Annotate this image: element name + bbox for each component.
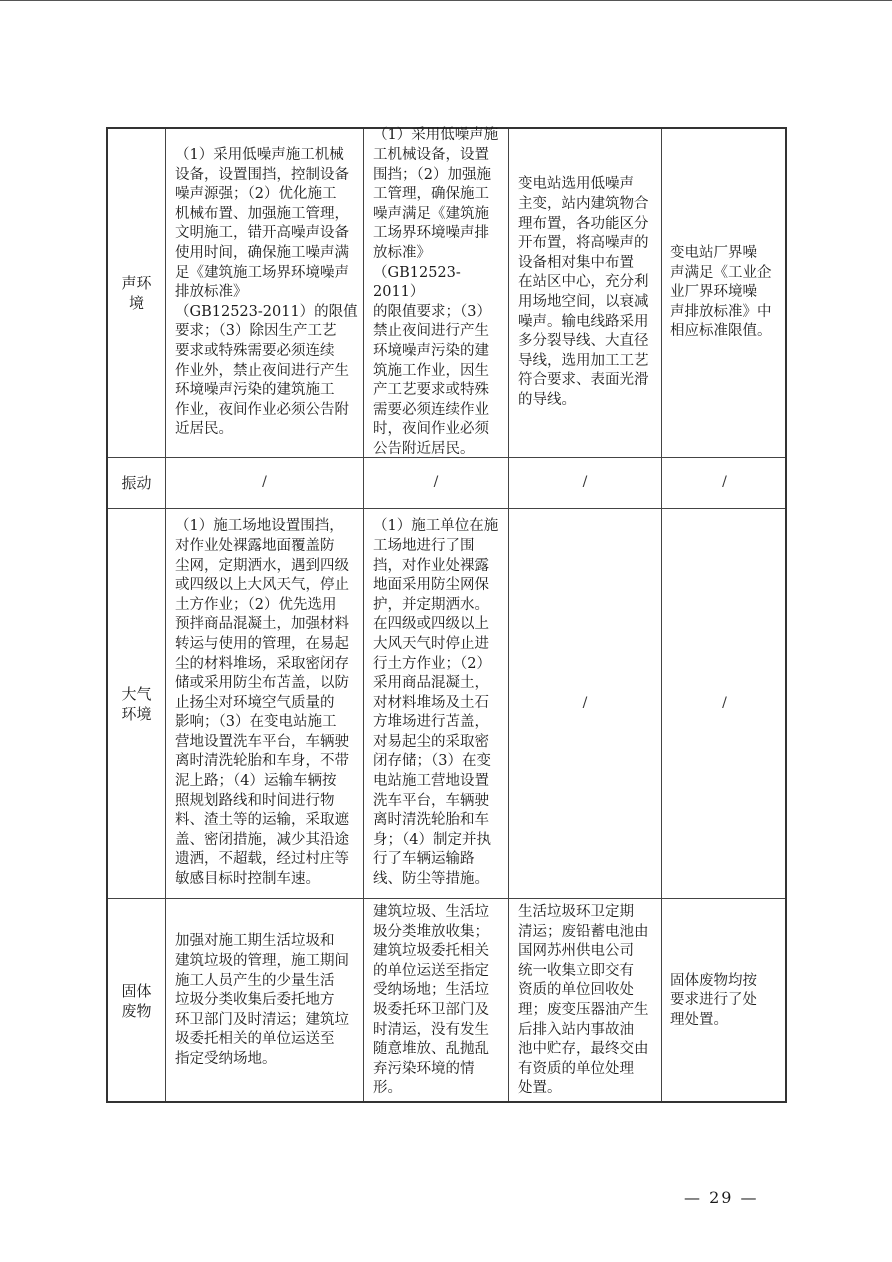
table-cell: （1）采用低噪声施 工机械设备，设置 围挡；（2）加强施 工管理，确保施工 噪声满足《建筑施 工场界环境噪声排 放标准》 （GB12523-2011） 的限值要求；（3） 禁止夜间进行产生 环境噪声污染的建 筑施工作业，因生 产工艺要求或特殊 需要必须连续作业 时，夜间作业必须 公告附近居民。 [373,127,499,457]
table-cell: 固体废物均按 要求进行了处 理处置。 [670,972,757,1028]
category-noise: 声环 境 [121,274,152,312]
measures-table [106,127,787,1103]
table-cell: 加强对施工期生活垃圾和 建筑垃圾的管理，施工期间 施工人员产生的少量生活 垃圾分类收集后委托地方 环卫部门及时清运；建筑垃 圾委托相关的单位运送至 指定受纳场地。 [175,933,349,1067]
table-cell: （1）施工单位在施 工场地进行了围 挡，对作业处裸露 地面采用防尘网保 护，并定期洒水。 在四级或四级以上 大风天气时停止进 行土方作业；（2） 采用商品混凝土， 对材料堆场及土石 方堆场进行苫盖， 对易起尘的采取密 闭存储；（3）在变 电站施工营地设置 洗车平台，车辆驶 离时清洗轮胎和车 身；（4）制定并执 行了车辆运输路 线、防尘等措施。 [373,518,499,888]
table-cell: / [722,474,727,491]
table-cell: / [582,694,588,711]
category-vibration: 振动 [121,474,152,492]
category-air: 大气 环境 [121,684,152,723]
table-cell: / [722,694,727,711]
table-cell: 变电站厂界噪 声满足《工业企 业厂界环境噪 声排放标准》中 相应标准限值。 [670,245,772,340]
table-cell: （1）施工场地设置围挡， 对作业处裸露地面覆盖防 尘网，定期洒水，遇到四级 或四级以上大风天气，停止 土方作业；（2）优先选用 预拌商品混凝土，加强材料 转运与使用的管理，在易起 尘的材料堆场，采取密闭存 储或采用防尘布苫盖，以防 止扬尘对环境空气质量的 影响；（3）在变电站施工 营地设置洗车平台，车辆驶 离时清洗轮胎和车身，不带 泥上路；（4）运输车辆按 照规划路线和时间进行物 料、渣土等的运输，采取遮 盖、密闭措施，减少其沿途 遗洒，不超载，经过村庄等 敏感目标时控制车速。 [175,518,349,888]
table-cell: （1）采用低噪声施工机械 设备，设置围挡，控制设备 噪声源强；（2）优化施工 机械布置、加强施工管理， 文明施工，错开高噪声设备 使用时间，确保施工噪声满 足《建筑施工场界环境噪声 排放标准》 （GB12523-2011）的限值 要求；（3）除因生产工艺 要求或特殊需要必须连续 作业外，禁止夜间进行产生 环境噪声污染的建筑施工 作业，夜间作业必须公告附 近居民。 [175,147,358,438]
table-cell: 建筑垃圾、生活垃 圾分类堆放收集； 建筑垃圾委托相关 的单位运送至指定 受纳场地；生活垃 圾委托环卫部门及 时清运，没有发生 随意堆放、乱抛乱 弃污染环境的情 形。 [373,904,489,1097]
table-cell: / [262,474,267,491]
table-cell: 生活垃圾环卫定期 清运；废铅蓄电池由 国网苏州供电公司 统一收集立即交有 资质的单位回收处 理；废变压器油产生 后排入站内事故油 池中贮存，最终交由 有资质的单位处理 处置。 [518,904,649,1097]
table-cell: / [582,474,588,491]
table-cell: / [433,474,439,491]
table-cell: 变电站选用低噪声 主变，站内建筑物合 理布置，各功能区分 开布置，将高噪声的 设备相对集中布置 在站区中心，充分利 用场地空间，以衰减 噪声。输电线路采用 多分裂导线、大直径 导线，选用加工工艺 符合要求、表面光滑 的导线。 [518,176,649,408]
page-top-rule [0,0,892,1]
page-number: — 29 — [684,1188,759,1207]
category-solid-waste: 固体 废物 [121,982,152,1020]
